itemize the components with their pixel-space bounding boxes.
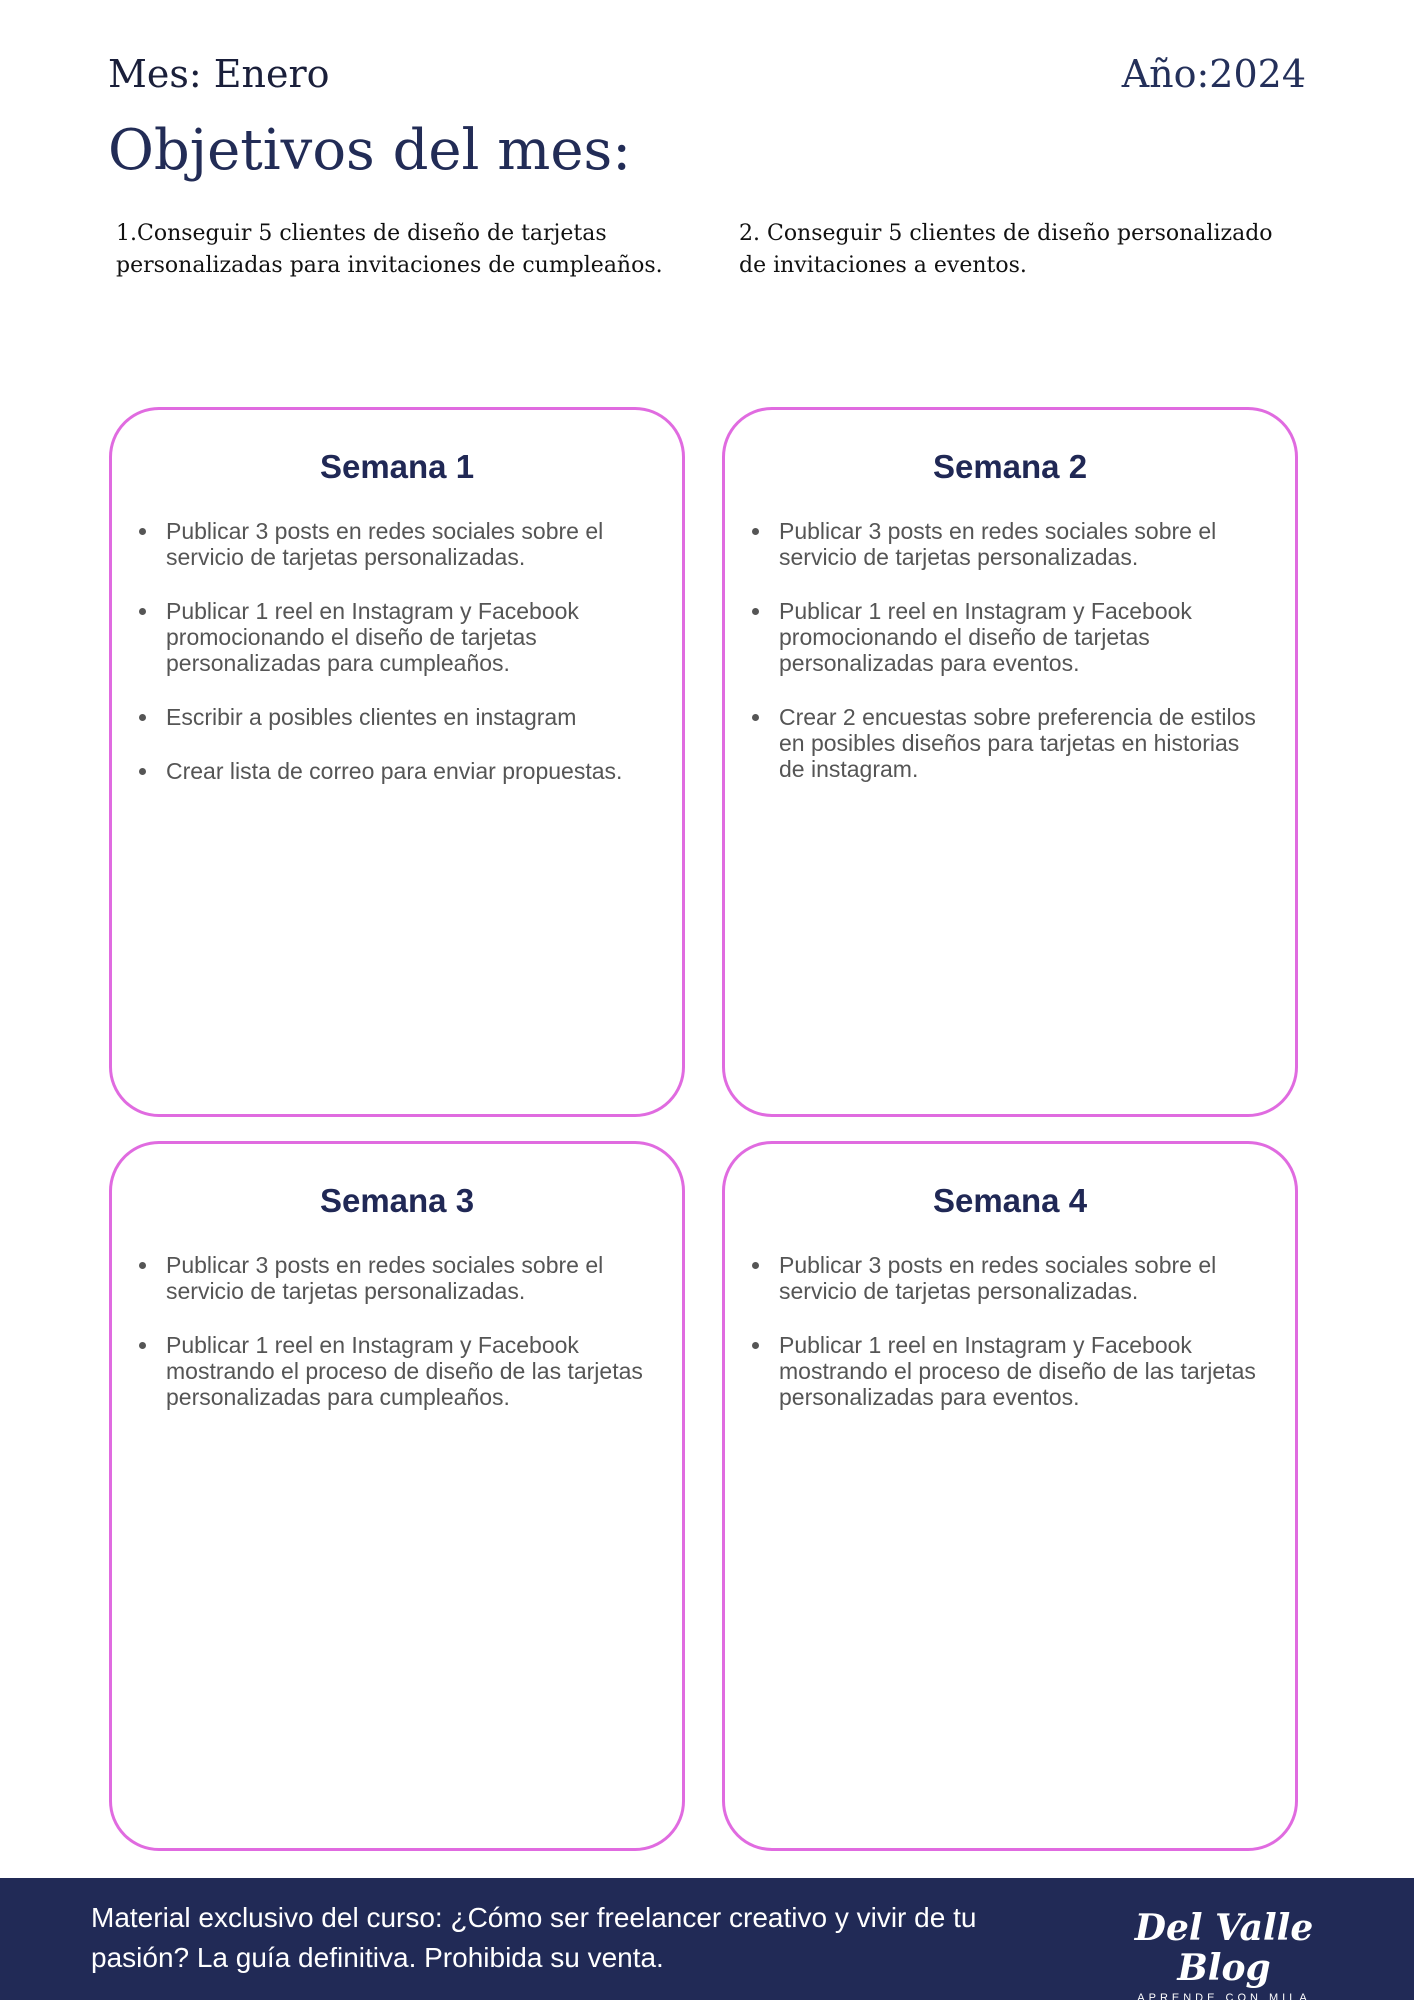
task-item: • Publicar 3 posts en redes sociales sobre el servicio de tarjetas personalizadas. [160, 1252, 654, 1304]
week-2-title: Semana 2 [932, 448, 1088, 485]
page-title: Objetivos del mes: [108, 118, 632, 183]
week-1-card [109, 407, 685, 1117]
week-1-title: Semana 1 [319, 448, 475, 485]
task-item: • Publicar 3 posts en redes sociales sobre el servicio de tarjetas personalizadas. [773, 1252, 1267, 1304]
goal-2: 2. Conseguir 5 clientes de diseño personalizado de invitaciones a eventos. [739, 221, 1273, 278]
task-item: • Publicar 3 posts en redes sociales sobre el servicio de tarjetas personalizadas. [160, 518, 654, 570]
week-1-task-list [112, 518, 682, 784]
week-3-title: Semana 3 [319, 1182, 475, 1219]
week-4-title: Semana 4 [932, 1182, 1088, 1219]
brand-logo [1124, 1908, 1324, 2004]
task-item: • Publicar 3 posts en redes sociales sobre el servicio de tarjetas personalizadas. [773, 518, 1267, 570]
task-item: • Publicar 1 reel en Instagram y Facebook promocionando el diseño de tarjetas personalizadas para eventos. [773, 598, 1267, 676]
week-3-card [109, 1141, 685, 1851]
week-2-card [722, 407, 1298, 1117]
week-3-task-list [112, 1252, 682, 1410]
goal-1: 1.Conseguir 5 clientes de diseño de tarjetas personalizadas para invitaciones de cumpleaños. [116, 221, 663, 278]
logo-tagline: APRENDE CON MILA [1137, 1992, 1311, 2004]
task-item: • Publicar 1 reel en Instagram y Facebook promocionando el diseño de tarjetas personalizadas para cumpleaños. [160, 598, 654, 676]
task-item: • Escribir a posibles clientes en instagram [160, 704, 654, 730]
week-2-task-list [725, 518, 1295, 782]
week-4-task-list [725, 1252, 1295, 1410]
month-label: Mes: Enero [108, 52, 330, 96]
task-item: • Crear lista de correo para enviar propuestas. [160, 758, 654, 784]
logo-name: Del Valle Blog [1134, 1907, 1314, 1989]
week-4-card [722, 1141, 1298, 1851]
footer-notice: Material exclusivo del curso: ¿Cómo ser freelancer creativo y vivir de tu pasión? La guía definitiva. Prohibida su venta. [91, 1902, 977, 1973]
task-item: • Crear 2 encuestas sobre preferencia de estilos en posibles diseños para tarjetas en historias de instagram. [773, 704, 1267, 782]
year-label: Año:2024 [1121, 52, 1306, 96]
footer-banner [0, 1878, 1414, 2004]
task-item: • Publicar 1 reel en Instagram y Facebook mostrando el proceso de diseño de las tarjetas personalizadas para eventos. [773, 1332, 1267, 1410]
task-item: • Publicar 1 reel en Instagram y Facebook mostrando el proceso de diseño de las tarjetas personalizadas para cumpleaños. [160, 1332, 654, 1410]
